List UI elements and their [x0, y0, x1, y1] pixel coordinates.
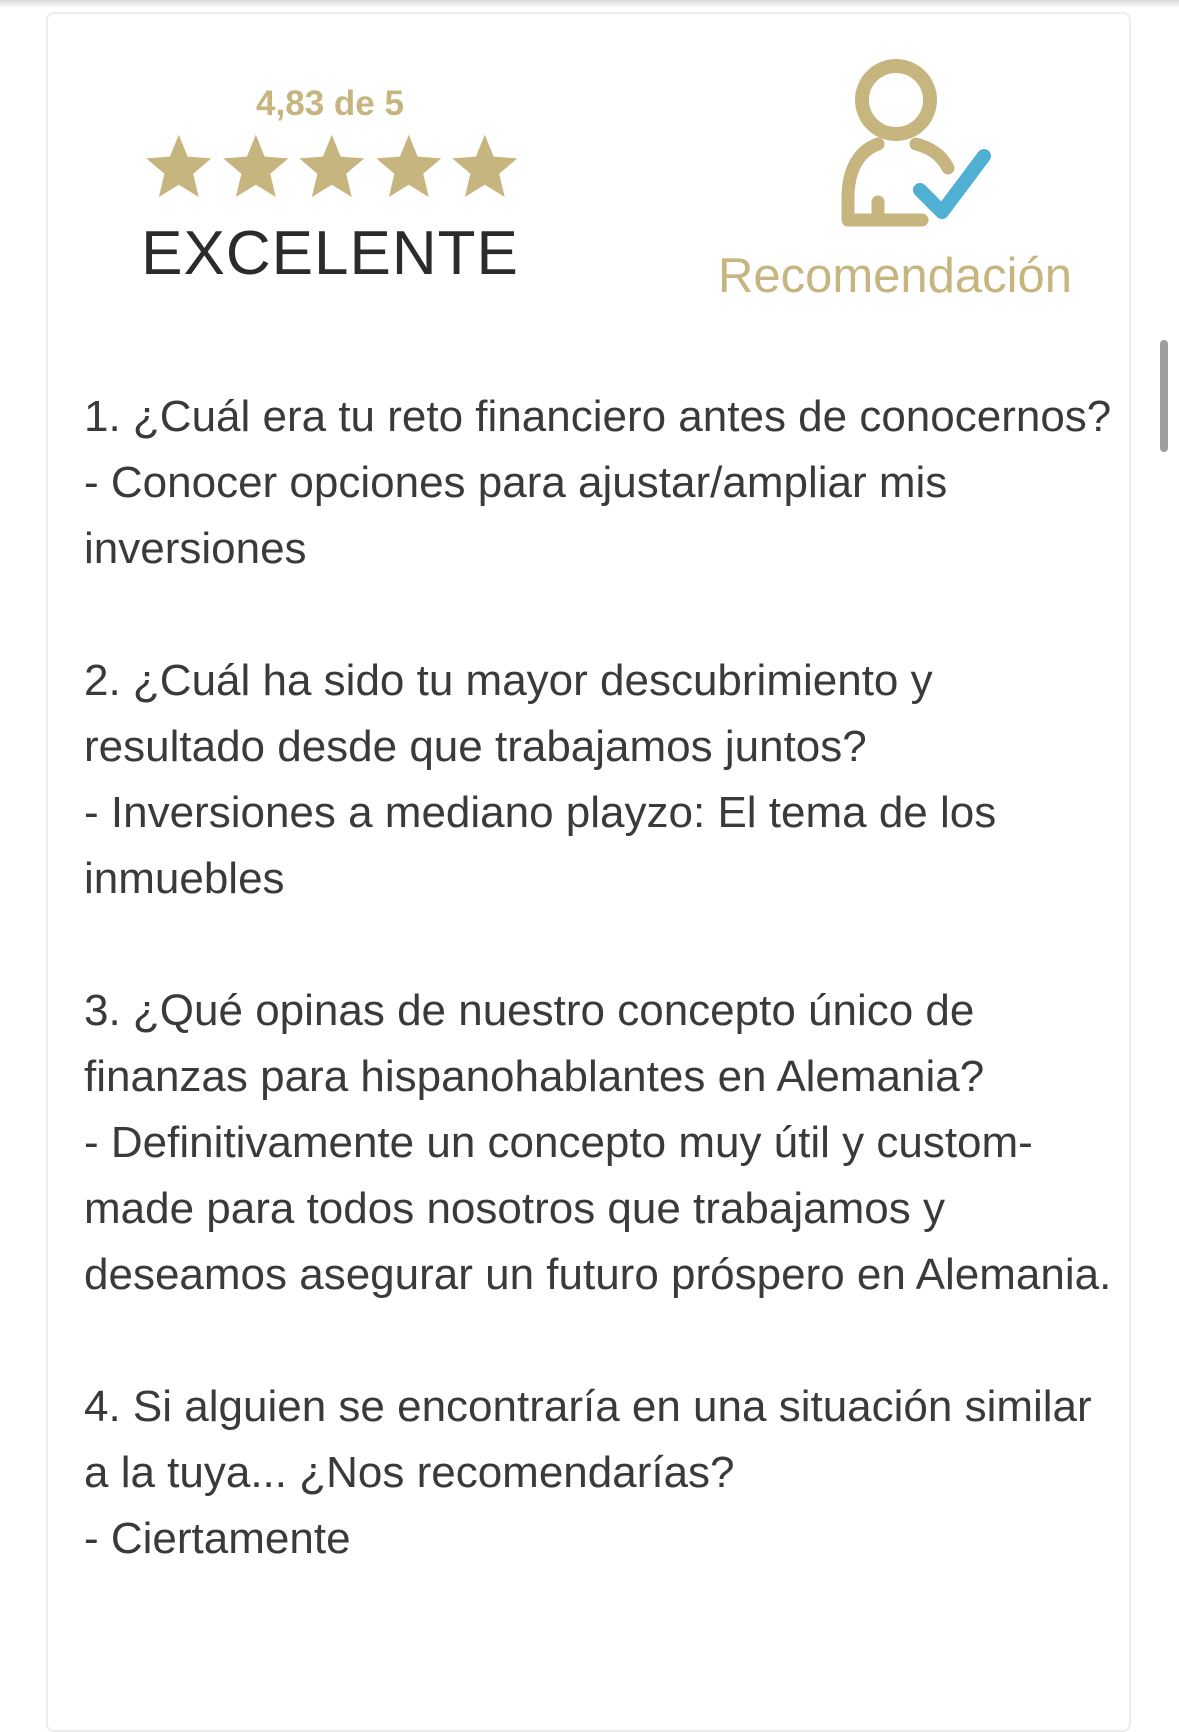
- top-shadow: [0, 0, 1179, 8]
- recommendation-label: Recomendación: [717, 249, 1073, 303]
- scrollbar-thumb[interactable]: [1160, 340, 1168, 452]
- qa-item: [84, 648, 1124, 912]
- qa-answer: - Conocer opciones para ajustar/ampliar mis inversiones: [84, 458, 948, 573]
- user-check-icon: [838, 52, 1008, 230]
- qa-answer: - Inversiones a mediano playzo: El tema de los inmuebles: [84, 788, 997, 903]
- star-rating: [142, 130, 522, 210]
- qa-item: [84, 1374, 1124, 1572]
- rating-label: EXCELENTE: [141, 219, 519, 288]
- qa-answer: - Ciertamente: [84, 1514, 351, 1563]
- star-icon: [448, 130, 522, 204]
- qa-answer: - Definitivamente un concepto muy útil y custom-made para todos nosotros que trabajamos y deseamos asegurar un futuro próspero en Alemania.: [84, 1118, 1112, 1299]
- star-icon: [219, 130, 293, 204]
- star-icon: [295, 130, 369, 204]
- star-icon: [142, 130, 216, 204]
- qa-question: 1. ¿Cuál era tu reto financiero antes de conocernos?: [84, 392, 1112, 441]
- qa-item: [84, 978, 1124, 1308]
- qa-question: 4. Si alguien se encontraría en una situación similar a la tuya... ¿Nos recomendarías?: [84, 1382, 1092, 1497]
- qa-question: 2. ¿Cuál ha sido tu mayor descubrimiento y resultado desde que trabajamos juntos?: [84, 656, 933, 771]
- qa-item: [84, 384, 1124, 582]
- qa-question: 3. ¿Qué opinas de nuestro concepto único de finanzas para hispanohablantes en Alemania?: [84, 986, 985, 1101]
- rating-value: 4,83 de 5: [256, 84, 404, 123]
- qa-list: [84, 384, 1124, 1638]
- star-icon: [372, 130, 446, 204]
